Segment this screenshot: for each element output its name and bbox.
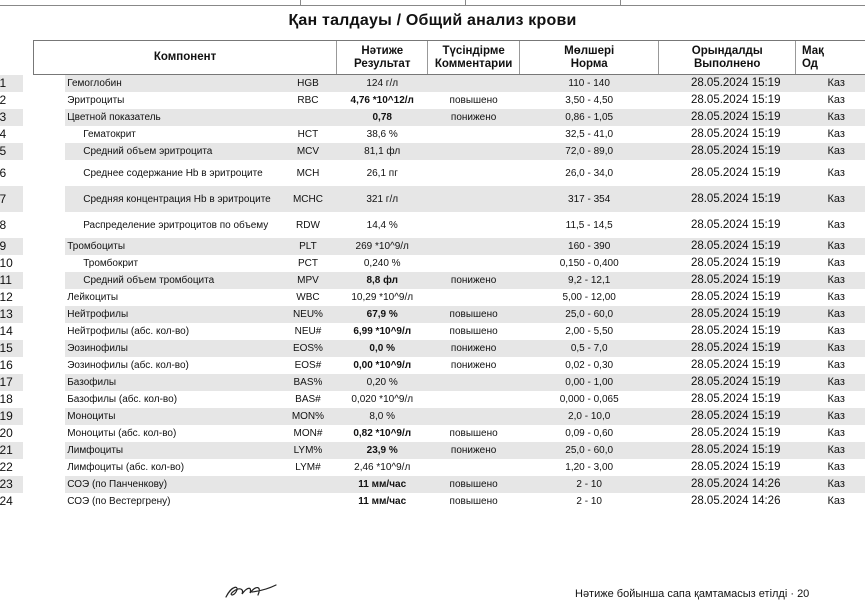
norm-range: 1,20 - 3,00 [565, 462, 614, 473]
result-value: 0,78 [337, 109, 428, 126]
table-row [34, 160, 865, 186]
norm-range: 2 - 10 [519, 476, 659, 493]
norm-range: 317 - 354 [519, 186, 659, 212]
component-name: Моноциты (абс. кол-во) [67, 428, 177, 439]
row-number: 11 [0, 272, 23, 289]
table-row [34, 126, 865, 143]
row-number: 14 [0, 324, 13, 338]
table-row [34, 442, 865, 459]
comment [428, 160, 520, 186]
lab-code: Каз [827, 393, 845, 405]
performed-date: 28.05.2024 15:19 [659, 143, 796, 160]
performed-date: 28.05.2024 15:19 [690, 393, 781, 405]
performed-date: 28.05.2024 15:19 [690, 218, 781, 231]
result-value: 8,0 % [337, 408, 428, 425]
result-value: 124 г/л [337, 75, 428, 93]
comment: понижено [428, 442, 520, 459]
lab-code: Каз [827, 325, 845, 337]
comment [428, 255, 520, 272]
norm-range: 0,00 - 1,00 [519, 374, 659, 391]
page-title: Қан талдауы / Общий анализ крови [288, 12, 577, 29]
component-code: MON# [293, 428, 323, 439]
component-code: LYM# [295, 462, 321, 473]
component-code [279, 493, 336, 510]
lab-code: Каз [796, 374, 865, 391]
result-value: 67,9 % [337, 306, 428, 323]
lab-code: Каз [827, 291, 845, 303]
component-name: Базофилы (абс. кол-во) [67, 394, 178, 405]
row-number: 1 [0, 75, 23, 93]
footer-note: Нәтиже бойынша сапа қамтамасыз етілді · 20 [575, 588, 810, 600]
result-value: 0,82 *10^9/л [353, 428, 412, 439]
component-name: СОЭ (по Вестергрену) [67, 496, 171, 507]
component-name: Гемоглобин [65, 75, 279, 93]
component-code: RBC [297, 95, 319, 106]
lab-code: Каз [796, 143, 865, 160]
performed-date: 28.05.2024 15:19 [659, 442, 796, 459]
row-number: 24 [0, 494, 13, 508]
norm-range: 0,09 - 0,60 [565, 428, 614, 439]
result-value: 81,1 фл [337, 143, 428, 160]
component-code: MON% [279, 408, 336, 425]
lab-code: Каз [796, 340, 865, 357]
row-number: 5 [0, 143, 23, 160]
table-row [34, 391, 865, 408]
norm-range: 2 - 10 [576, 496, 602, 507]
component-name: Лейкоциты [67, 292, 119, 303]
result-value: 0,00 *10^9/л [353, 360, 412, 371]
row-number: 8 [0, 217, 7, 232]
norm-range: 0,150 - 0,400 [559, 258, 619, 269]
component-code: NEU# [294, 326, 322, 337]
lab-code: Каз [827, 128, 845, 140]
component-code: HGB [279, 75, 336, 93]
row-number: 7 [0, 186, 23, 212]
component-code: WBC [296, 292, 320, 303]
row-number: 16 [0, 358, 13, 372]
result-value: 11 мм/час [337, 476, 428, 493]
result-value: 8,8 фл [337, 272, 428, 289]
comment [428, 186, 520, 212]
result-value: 10,29 *10^9/л [351, 292, 414, 303]
result-value: 38,6 % [366, 129, 398, 140]
table-row [34, 255, 865, 272]
norm-range: 2,00 - 5,50 [565, 326, 614, 337]
performed-date: 28.05.2024 15:19 [690, 359, 781, 371]
comment: повышено [428, 306, 520, 323]
norm-range: 9,2 - 12,1 [519, 272, 659, 289]
component-name: Тромбоциты [65, 238, 279, 255]
performed-date: 28.05.2024 15:19 [690, 461, 781, 473]
norm-range: 160 - 390 [519, 238, 659, 255]
component-name: Лимфоциты (абс. кол-во) [67, 462, 185, 473]
header-performed: Орындалды Выполнено [659, 41, 796, 75]
performed-date: 28.05.2024 14:26 [659, 476, 796, 493]
table-row [34, 109, 865, 126]
comment [428, 289, 520, 306]
comment [428, 212, 520, 238]
performed-date: 28.05.2024 15:19 [690, 257, 781, 269]
comment: повышено [449, 496, 498, 507]
table-row [34, 238, 865, 255]
performed-date: 28.05.2024 15:19 [690, 291, 781, 303]
table-row [34, 493, 865, 510]
lab-code: Каз [796, 408, 865, 425]
norm-range: 72,0 - 89,0 [519, 143, 659, 160]
table-row [34, 476, 865, 493]
row-number: 19 [0, 408, 23, 425]
norm-range: 5,00 - 12,00 [562, 292, 616, 303]
row-number: 6 [0, 165, 7, 180]
comment [428, 126, 520, 143]
lab-code: Каз [796, 442, 865, 459]
results-table [0, 40, 865, 510]
component-code: MCHC [279, 186, 336, 212]
row-number: 20 [0, 426, 13, 440]
lab-code: Каз [796, 238, 865, 255]
performed-date: 28.05.2024 15:19 [659, 374, 796, 391]
table-row [34, 357, 865, 374]
component-name: Средний объем тромбоцита [65, 272, 279, 289]
lab-code: Каз [827, 257, 845, 269]
comment [428, 374, 520, 391]
table-row [34, 459, 865, 476]
performed-date: 28.05.2024 15:19 [659, 408, 796, 425]
component-name: Среднее содержание Hb в эритроците [83, 167, 263, 179]
component-code: EOS% [279, 340, 336, 357]
row-number: 9 [0, 238, 23, 255]
lab-code: Каз [796, 186, 865, 212]
table-row [34, 425, 865, 442]
table-row [34, 374, 865, 391]
row-number: 18 [0, 392, 13, 406]
component-name: Нейтрофилы (абс. кол-во) [67, 326, 190, 337]
component-code: HCT [297, 129, 319, 140]
performed-date: 28.05.2024 14:26 [690, 495, 781, 507]
comment: понижено [450, 360, 497, 371]
row-number: 23 [0, 476, 23, 493]
norm-range: 3,50 - 4,50 [565, 95, 614, 106]
component-code [279, 109, 336, 126]
performed-date: 28.05.2024 15:19 [690, 166, 781, 179]
norm-range: 32,5 - 41,0 [565, 129, 614, 140]
comment [428, 391, 520, 408]
component-code: RDW [296, 219, 320, 231]
row-number: 2 [0, 93, 7, 107]
component-code: BAS# [295, 394, 321, 405]
component-code: MPV [279, 272, 336, 289]
row-number: 12 [0, 290, 13, 304]
component-code: PLT [279, 238, 336, 255]
lab-code: Каз [827, 461, 845, 473]
table-row [34, 92, 865, 109]
comment [428, 75, 520, 93]
lab-code: Каз [827, 359, 845, 371]
result-value: 269 *10^9/л [337, 238, 428, 255]
performed-date: 28.05.2024 15:19 [659, 238, 796, 255]
norm-range: 25,0 - 60,0 [519, 306, 659, 323]
component-code: MCH [296, 167, 320, 179]
lab-code: Каз [796, 109, 865, 126]
row-number: 21 [0, 442, 23, 459]
result-value: 14,4 % [366, 219, 398, 231]
performed-date: 28.05.2024 15:19 [690, 427, 781, 439]
norm-range: 25,0 - 60,0 [519, 442, 659, 459]
lab-code: Каз [796, 272, 865, 289]
component-name: Средняя концентрация Hb в эритроците [65, 186, 279, 212]
lab-code: Каз [827, 218, 845, 231]
performed-date: 28.05.2024 15:19 [690, 325, 781, 337]
performed-date: 28.05.2024 15:19 [690, 128, 781, 140]
component-name: Эозинофилы [65, 340, 279, 357]
table-row [34, 289, 865, 306]
header-lab: Мақ Од [796, 41, 865, 75]
norm-range: 110 - 140 [519, 75, 659, 93]
comment [428, 143, 520, 160]
component-name: Тромбокрит [83, 258, 139, 269]
comment: повышено [449, 326, 498, 337]
component-name: Нейтрофилы [65, 306, 279, 323]
lab-code: Каз [827, 94, 845, 106]
component-code: EOS# [294, 360, 322, 371]
norm-range: 0,5 - 7,0 [519, 340, 659, 357]
component-code [279, 476, 336, 493]
norm-range: 11,5 - 14,5 [565, 219, 613, 231]
table-row [34, 272, 865, 289]
result-value: 2,46 *10^9/л [354, 462, 411, 473]
component-name: Эозинофилы (абс. кол-во) [67, 360, 189, 371]
comment [428, 238, 520, 255]
top-table-fragment [0, 0, 865, 6]
row-number: 3 [0, 109, 23, 126]
performed-date: 28.05.2024 15:19 [659, 272, 796, 289]
row-number: 15 [0, 340, 23, 357]
header-norm: Мөлшері Норма [519, 41, 659, 75]
performed-date: 28.05.2024 15:19 [659, 340, 796, 357]
lab-code: Каз [796, 75, 865, 93]
comment: понижено [428, 272, 520, 289]
result-value: 26,1 пг [366, 167, 398, 179]
performed-date: 28.05.2024 15:19 [659, 109, 796, 126]
norm-range: 0,000 - 0,065 [559, 394, 619, 405]
header-result: Нәтиже Результат [337, 41, 428, 75]
table-header-row [34, 41, 865, 75]
table-row [34, 323, 865, 340]
performed-date: 28.05.2024 15:19 [659, 306, 796, 323]
component-name: Лимфоциты [65, 442, 279, 459]
performed-date: 28.05.2024 15:19 [690, 94, 781, 106]
table-row [34, 340, 865, 357]
component-code: PCT [297, 258, 318, 269]
component-code: MCV [279, 143, 336, 160]
component-code: BAS% [279, 374, 336, 391]
result-value: 11 мм/час [358, 496, 407, 507]
signature-image [222, 583, 282, 600]
table-row [34, 306, 865, 323]
lab-code: Каз [796, 476, 865, 493]
result-value: 0,0 % [337, 340, 428, 357]
performed-date: 28.05.2024 15:19 [659, 75, 796, 93]
comment: повышено [449, 428, 498, 439]
norm-range: 0,86 - 1,05 [519, 109, 659, 126]
result-value: 4,76 *10^12/л [350, 95, 414, 106]
result-value: 6,99 *10^9/л [353, 326, 412, 337]
header-comments: Түсіндірме Комментарии [428, 41, 520, 75]
norm-range: 26,0 - 34,0 [565, 167, 614, 179]
component-name: Средний объем эритроцита [65, 143, 279, 160]
comment [428, 459, 520, 476]
result-value: 0,20 % [337, 374, 428, 391]
comment: понижено [428, 340, 520, 357]
row-number: 10 [0, 256, 13, 270]
component-name: Моноциты [65, 408, 279, 425]
norm-range: 2,0 - 10,0 [519, 408, 659, 425]
comment: понижено [428, 109, 520, 126]
norm-range: 0,02 - 0,30 [565, 360, 614, 371]
component-name: Базофилы [65, 374, 279, 391]
table-row [34, 143, 865, 160]
table-row [34, 75, 865, 93]
comment [428, 408, 520, 425]
table-row [34, 212, 865, 238]
comment: повышено [449, 95, 498, 106]
performed-date: 28.05.2024 15:19 [659, 186, 796, 212]
row-number: 22 [0, 460, 13, 474]
result-value: 0,020 *10^9/л [351, 394, 414, 405]
component-code: NEU% [279, 306, 336, 323]
component-code: LYM% [279, 442, 336, 459]
component-name: СОЭ (по Панченкову) [65, 476, 279, 493]
result-value: 0,240 % [363, 258, 401, 269]
lab-code: Каз [827, 166, 845, 179]
row-number: 13 [0, 306, 23, 323]
lab-code: Каз [796, 306, 865, 323]
row-number: 17 [0, 374, 23, 391]
component-name: Цветной показатель [65, 109, 279, 126]
component-name: Распределение эритроцитов по объему [83, 219, 269, 231]
result-value: 23,9 % [337, 442, 428, 459]
result-value: 321 г/л [337, 186, 428, 212]
lab-code: Каз [827, 495, 845, 507]
lab-code: Каз [827, 427, 845, 439]
table-row [34, 408, 865, 425]
header-component: Компонент [34, 41, 337, 75]
table-row [34, 186, 865, 212]
comment: повышено [428, 476, 520, 493]
component-name: Эритроциты [67, 95, 125, 106]
component-name: Гематокрит [83, 129, 136, 140]
row-number: 4 [0, 127, 7, 141]
